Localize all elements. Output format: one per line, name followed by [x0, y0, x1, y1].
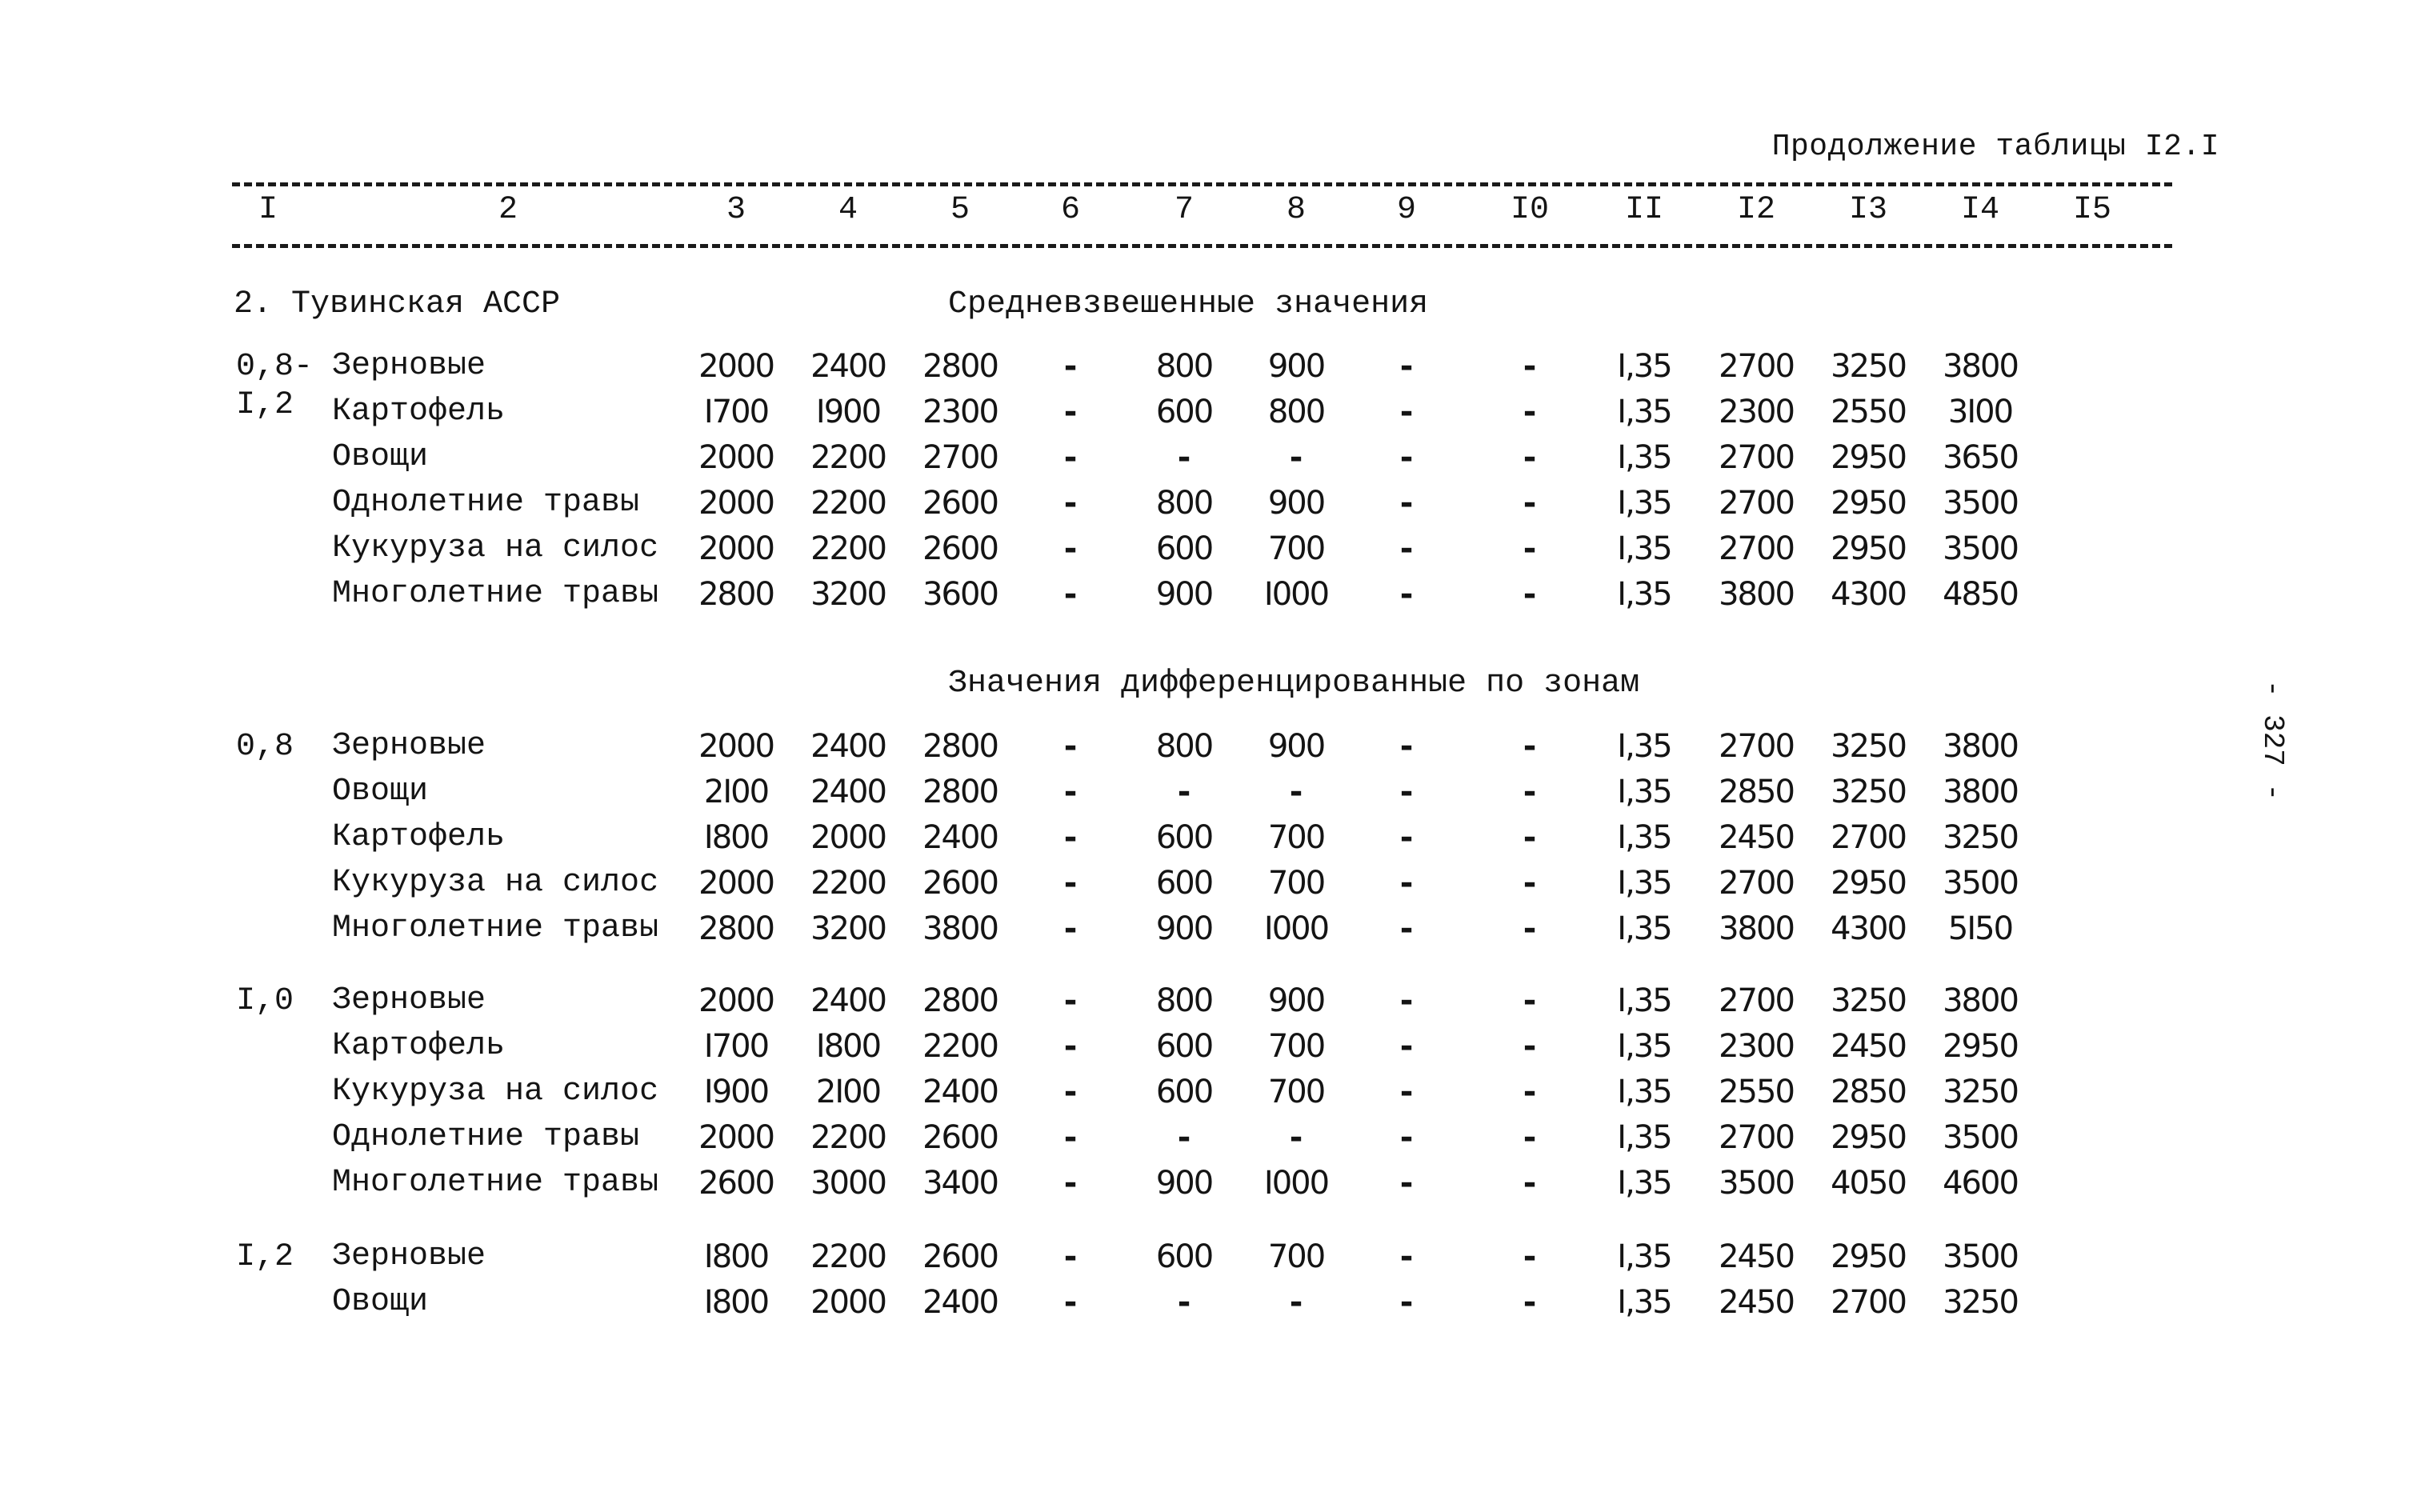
empty-value-dash: - — [1399, 982, 1414, 1019]
table-row — [0, 439, 2409, 484]
value-cell: 2550 — [1719, 1074, 1794, 1110]
value-cell: I900 — [815, 394, 881, 430]
empty-value-dash: - — [1523, 819, 1537, 856]
value-cell: 700 — [1267, 1028, 1325, 1065]
table-row — [0, 1028, 2409, 1073]
value-cell: 900 — [1155, 576, 1213, 613]
empty-value-dash: - — [1063, 1028, 1078, 1065]
value-cell: 5I50 — [1947, 910, 2013, 947]
value-cell: 2400 — [810, 728, 886, 765]
value-cell: 2400 — [810, 774, 886, 810]
value-cell: I700 — [703, 1028, 769, 1065]
value-cell: 2200 — [810, 530, 886, 567]
value-cell: 2700 — [1831, 1284, 1906, 1321]
table-row — [0, 530, 2409, 575]
value-cell: 2700 — [922, 439, 998, 476]
empty-value-dash: - — [1399, 865, 1414, 902]
empty-value-dash: - — [1523, 485, 1537, 522]
empty-value-dash: - — [1063, 1165, 1078, 1202]
empty-value-dash: - — [1399, 1238, 1414, 1275]
empty-value-dash: - — [1063, 576, 1078, 613]
value-cell: 2700 — [1719, 439, 1794, 476]
value-cell: 600 — [1155, 1028, 1213, 1065]
value-cell: 2300 — [1719, 1028, 1794, 1065]
value-cell: 3650 — [1943, 439, 2018, 476]
value-cell: 2700 — [1719, 485, 1794, 522]
value-cell: 2700 — [1719, 1119, 1794, 1156]
value-cell: 600 — [1155, 394, 1213, 430]
value-cell: 2400 — [810, 348, 886, 385]
zone-coefficient: 0,8 — [236, 729, 294, 765]
empty-value-dash: - — [1063, 982, 1078, 1019]
empty-value-dash: - — [1063, 394, 1078, 430]
column-header: 4 — [838, 192, 858, 228]
empty-value-dash: - — [1523, 774, 1537, 810]
value-cell: 2700 — [1719, 530, 1794, 567]
value-cell: I800 — [703, 1284, 769, 1321]
value-cell: 600 — [1155, 1074, 1213, 1110]
empty-value-dash: - — [1063, 485, 1078, 522]
value-cell: 2450 — [1719, 1284, 1794, 1321]
value-cell: 2700 — [1719, 728, 1794, 765]
crop-name: Зерновые — [332, 728, 486, 764]
empty-value-dash: - — [1523, 1074, 1537, 1110]
crop-name: Кукуруза на силос — [332, 530, 659, 566]
empty-value-dash: - — [1523, 910, 1537, 947]
empty-value-dash: - — [1399, 774, 1414, 810]
value-cell: 2400 — [922, 819, 998, 856]
empty-value-dash: - — [1399, 439, 1414, 476]
value-cell: 900 — [1267, 485, 1325, 522]
value-cell: 3000 — [810, 1165, 886, 1202]
column-header: 2 — [498, 192, 518, 228]
value-cell: 2700 — [1719, 982, 1794, 1019]
value-cell: 700 — [1267, 1074, 1325, 1110]
value-cell: 3500 — [1943, 865, 2018, 902]
empty-value-dash: - — [1399, 485, 1414, 522]
crop-name: Однолетние травы — [332, 1119, 640, 1155]
empty-value-dash: - — [1523, 982, 1537, 1019]
section-title: Значения дифференцированные по зонам — [948, 666, 1640, 702]
section-title: Средневзвешенные значения — [948, 286, 1429, 322]
value-cell: I,35 — [1617, 1165, 1671, 1202]
value-cell: 2I00 — [703, 774, 769, 810]
value-cell: 2800 — [922, 982, 998, 1019]
empty-value-dash: - — [1399, 1074, 1414, 1110]
value-cell: I,35 — [1617, 439, 1671, 476]
crop-name: Кукуруза на силос — [332, 865, 659, 901]
column-header: 6 — [1060, 192, 1080, 228]
value-cell: I700 — [703, 394, 769, 430]
value-cell: 2400 — [922, 1284, 998, 1321]
value-cell: 2950 — [1831, 439, 1906, 476]
value-cell: 3250 — [1831, 348, 1906, 385]
value-cell: I,35 — [1617, 1028, 1671, 1065]
value-cell: I,35 — [1617, 485, 1671, 522]
empty-value-dash: - — [1523, 576, 1537, 613]
value-cell: 2200 — [810, 865, 886, 902]
value-cell: 3800 — [1719, 576, 1794, 613]
value-cell: I,35 — [1617, 348, 1671, 385]
value-cell: 3400 — [922, 1165, 998, 1202]
value-cell: 2000 — [698, 439, 774, 476]
empty-value-dash: - — [1063, 910, 1078, 947]
table-row — [0, 394, 2409, 438]
value-cell: I800 — [815, 1028, 881, 1065]
table-row — [0, 982, 2409, 1027]
value-cell: I900 — [703, 1074, 769, 1110]
value-cell: 800 — [1155, 348, 1213, 385]
value-cell: 2800 — [698, 576, 774, 613]
empty-value-dash: - — [1523, 348, 1537, 385]
value-cell: 2000 — [698, 982, 774, 1019]
crop-name: Зерновые — [332, 1238, 486, 1274]
value-cell: 2300 — [1719, 394, 1794, 430]
page-number: - 327 - — [2255, 679, 2289, 802]
table-row — [0, 865, 2409, 910]
value-cell: I000 — [1263, 910, 1329, 947]
value-cell: 3800 — [1943, 728, 2018, 765]
column-header: 7 — [1174, 192, 1194, 228]
value-cell: I000 — [1263, 576, 1329, 613]
value-cell: 2600 — [698, 1165, 774, 1202]
value-cell: 600 — [1155, 1238, 1213, 1275]
value-cell: 3500 — [1943, 1119, 2018, 1156]
value-cell: 3500 — [1943, 485, 2018, 522]
value-cell: 2700 — [1719, 865, 1794, 902]
value-cell: 3250 — [1943, 1074, 2018, 1110]
crop-name: Кукуруза на силос — [332, 1074, 659, 1110]
crop-name: Зерновые — [332, 348, 486, 384]
value-cell: I,35 — [1617, 865, 1671, 902]
table-row — [0, 1074, 2409, 1118]
crop-name: Овощи — [332, 774, 429, 810]
empty-value-dash: - — [1177, 439, 1191, 476]
value-cell: I,35 — [1617, 1284, 1671, 1321]
empty-value-dash: - — [1399, 728, 1414, 765]
value-cell: 4300 — [1831, 576, 1906, 613]
value-cell: 2000 — [698, 728, 774, 765]
value-cell: 800 — [1267, 394, 1325, 430]
column-header: I5 — [2072, 192, 2111, 228]
empty-value-dash: - — [1063, 865, 1078, 902]
crop-name: Картофель — [332, 1028, 506, 1064]
empty-value-dash: - — [1399, 1165, 1414, 1202]
value-cell: I000 — [1263, 1165, 1329, 1202]
value-cell: 2400 — [810, 982, 886, 1019]
column-header: I4 — [1960, 192, 1999, 228]
value-cell: I,35 — [1617, 1238, 1671, 1275]
empty-value-dash: - — [1523, 439, 1537, 476]
empty-value-dash: - — [1063, 439, 1078, 476]
empty-value-dash: - — [1289, 774, 1303, 810]
value-cell: 2200 — [922, 1028, 998, 1065]
column-header: 3 — [726, 192, 746, 228]
value-cell: 2000 — [810, 819, 886, 856]
value-cell: 2I00 — [815, 1074, 881, 1110]
value-cell: 600 — [1155, 819, 1213, 856]
value-cell: 2950 — [1831, 1119, 1906, 1156]
empty-value-dash: - — [1523, 1284, 1537, 1321]
value-cell: 900 — [1267, 982, 1325, 1019]
value-cell: 3800 — [1943, 348, 2018, 385]
empty-value-dash: - — [1063, 728, 1078, 765]
value-cell: 3250 — [1831, 982, 1906, 1019]
value-cell: 800 — [1155, 485, 1213, 522]
empty-value-dash: - — [1063, 774, 1078, 810]
value-cell: 3200 — [810, 910, 886, 947]
value-cell: I,35 — [1617, 819, 1671, 856]
value-cell: 4850 — [1943, 576, 2018, 613]
value-cell: 3800 — [1943, 774, 2018, 810]
value-cell: 2600 — [922, 530, 998, 567]
table-row — [0, 1165, 2409, 1210]
value-cell: 2700 — [1831, 819, 1906, 856]
empty-value-dash: - — [1063, 1238, 1078, 1275]
value-cell: 2000 — [698, 865, 774, 902]
value-cell: 3250 — [1831, 728, 1906, 765]
value-cell: 2800 — [698, 910, 774, 947]
value-cell: 900 — [1155, 1165, 1213, 1202]
value-cell: 2800 — [922, 348, 998, 385]
column-header: I3 — [1848, 192, 1887, 228]
table-row — [0, 485, 2409, 530]
empty-value-dash: - — [1523, 394, 1537, 430]
empty-value-dash: - — [1399, 1028, 1414, 1065]
empty-value-dash: - — [1399, 1119, 1414, 1156]
header-top-rule — [232, 182, 2172, 186]
value-cell: 2000 — [698, 530, 774, 567]
value-cell: I,35 — [1617, 1119, 1671, 1156]
empty-value-dash: - — [1289, 439, 1303, 476]
value-cell: I,35 — [1617, 1074, 1671, 1110]
value-cell: 900 — [1267, 728, 1325, 765]
table-row — [0, 348, 2409, 393]
value-cell: 3250 — [1943, 819, 2018, 856]
value-cell: 3200 — [810, 576, 886, 613]
empty-value-dash: - — [1177, 1119, 1191, 1156]
value-cell: 2300 — [922, 394, 998, 430]
value-cell: I,35 — [1617, 910, 1671, 947]
value-cell: 900 — [1155, 910, 1213, 947]
value-cell: 2950 — [1943, 1028, 2018, 1065]
empty-value-dash: - — [1399, 394, 1414, 430]
empty-value-dash: - — [1523, 1165, 1537, 1202]
value-cell: 2600 — [922, 1238, 998, 1275]
value-cell: 2800 — [922, 774, 998, 810]
empty-value-dash: - — [1063, 1119, 1078, 1156]
value-cell: 2450 — [1719, 819, 1794, 856]
value-cell: 2950 — [1831, 1238, 1906, 1275]
value-cell: I,35 — [1617, 774, 1671, 810]
crop-name: Однолетние травы — [332, 485, 640, 521]
table-row — [0, 576, 2409, 621]
table-row — [0, 1119, 2409, 1164]
empty-value-dash: - — [1523, 530, 1537, 567]
empty-value-dash: - — [1523, 1119, 1537, 1156]
region-title: 2. Тувинская АССР — [234, 286, 561, 322]
empty-value-dash: - — [1399, 910, 1414, 947]
empty-value-dash: - — [1289, 1284, 1303, 1321]
value-cell: 2600 — [922, 485, 998, 522]
value-cell: 3500 — [1719, 1165, 1794, 1202]
empty-value-dash: - — [1399, 576, 1414, 613]
table-row — [0, 1284, 2409, 1329]
value-cell: 3250 — [1831, 774, 1906, 810]
crop-name: Многолетние травы — [332, 910, 659, 946]
crop-name: Картофель — [332, 819, 506, 855]
value-cell: 2200 — [810, 439, 886, 476]
value-cell: 900 — [1267, 348, 1325, 385]
value-cell: 4050 — [1831, 1165, 1906, 1202]
value-cell: 700 — [1267, 819, 1325, 856]
value-cell: I,35 — [1617, 394, 1671, 430]
value-cell: 700 — [1267, 865, 1325, 902]
empty-value-dash: - — [1399, 1284, 1414, 1321]
column-header: I0 — [1510, 192, 1549, 228]
crop-name: Многолетние травы — [332, 1165, 659, 1201]
empty-value-dash: - — [1399, 348, 1414, 385]
value-cell: 2000 — [698, 348, 774, 385]
value-cell: 2950 — [1831, 530, 1906, 567]
empty-value-dash: - — [1063, 1074, 1078, 1110]
value-cell: 2800 — [922, 728, 998, 765]
value-cell: I,35 — [1617, 982, 1671, 1019]
value-cell: 2600 — [922, 865, 998, 902]
empty-value-dash: - — [1523, 1028, 1537, 1065]
value-cell: 3600 — [922, 576, 998, 613]
empty-value-dash: - — [1523, 728, 1537, 765]
zone-coefficient: 0,8- I,2 — [236, 349, 314, 423]
value-cell: 800 — [1155, 982, 1213, 1019]
value-cell: 2450 — [1831, 1028, 1906, 1065]
value-cell: 2200 — [810, 1238, 886, 1275]
value-cell: 2950 — [1831, 485, 1906, 522]
crop-name: Овощи — [332, 1284, 429, 1320]
value-cell: 2950 — [1831, 865, 1906, 902]
table-row — [0, 1238, 2409, 1283]
value-cell: 2400 — [922, 1074, 998, 1110]
value-cell: 2600 — [922, 1119, 998, 1156]
table-row — [0, 819, 2409, 864]
value-cell: 2850 — [1719, 774, 1794, 810]
value-cell: 3800 — [922, 910, 998, 947]
column-header: II — [1624, 192, 1663, 228]
value-cell: 2550 — [1831, 394, 1906, 430]
value-cell: 3800 — [1719, 910, 1794, 947]
value-cell: 3500 — [1943, 530, 2018, 567]
value-cell: 4300 — [1831, 910, 1906, 947]
value-cell: 2200 — [810, 485, 886, 522]
empty-value-dash: - — [1177, 774, 1191, 810]
empty-value-dash: - — [1523, 1238, 1537, 1275]
zone-coefficient: I,0 — [236, 983, 294, 1019]
empty-value-dash: - — [1177, 1284, 1191, 1321]
header-bottom-rule — [232, 244, 2172, 248]
table-row — [0, 774, 2409, 818]
column-header: 5 — [950, 192, 970, 228]
table-row — [0, 910, 2409, 955]
value-cell: 3250 — [1943, 1284, 2018, 1321]
crop-name: Картофель — [332, 394, 506, 430]
column-header: I2 — [1736, 192, 1775, 228]
crop-name: Многолетние травы — [332, 576, 659, 612]
empty-value-dash: - — [1523, 865, 1537, 902]
value-cell: 2850 — [1831, 1074, 1906, 1110]
value-cell: I800 — [703, 819, 769, 856]
value-cell: 3800 — [1943, 982, 2018, 1019]
column-header: 8 — [1286, 192, 1306, 228]
value-cell: 2700 — [1719, 348, 1794, 385]
empty-value-dash: - — [1399, 530, 1414, 567]
value-cell: 800 — [1155, 728, 1213, 765]
value-cell: 2000 — [698, 485, 774, 522]
table-row — [0, 728, 2409, 773]
empty-value-dash: - — [1289, 1119, 1303, 1156]
column-header: 9 — [1396, 192, 1416, 228]
crop-name: Зерновые — [332, 982, 486, 1018]
empty-value-dash: - — [1063, 819, 1078, 856]
value-cell: 700 — [1267, 530, 1325, 567]
value-cell: 2000 — [810, 1284, 886, 1321]
value-cell: I,35 — [1617, 728, 1671, 765]
value-cell: 3500 — [1943, 1238, 2018, 1275]
value-cell: 2200 — [810, 1119, 886, 1156]
value-cell: 700 — [1267, 1238, 1325, 1275]
continuation-label: Продолжение таблицы I2.I — [1771, 130, 2219, 164]
value-cell: 2450 — [1719, 1238, 1794, 1275]
value-cell: I,35 — [1617, 576, 1671, 613]
zone-coefficient: I,2 — [236, 1239, 294, 1275]
empty-value-dash: - — [1399, 819, 1414, 856]
value-cell: 600 — [1155, 530, 1213, 567]
empty-value-dash: - — [1063, 530, 1078, 567]
empty-value-dash: - — [1063, 1284, 1078, 1321]
column-header: I — [258, 192, 278, 228]
value-cell: 600 — [1155, 865, 1213, 902]
crop-name: Овощи — [332, 439, 429, 475]
value-cell: 3I00 — [1947, 394, 2013, 430]
value-cell: 4600 — [1943, 1165, 2018, 1202]
value-cell: I,35 — [1617, 530, 1671, 567]
empty-value-dash: - — [1063, 348, 1078, 385]
value-cell: I800 — [703, 1238, 769, 1275]
value-cell: 2000 — [698, 1119, 774, 1156]
